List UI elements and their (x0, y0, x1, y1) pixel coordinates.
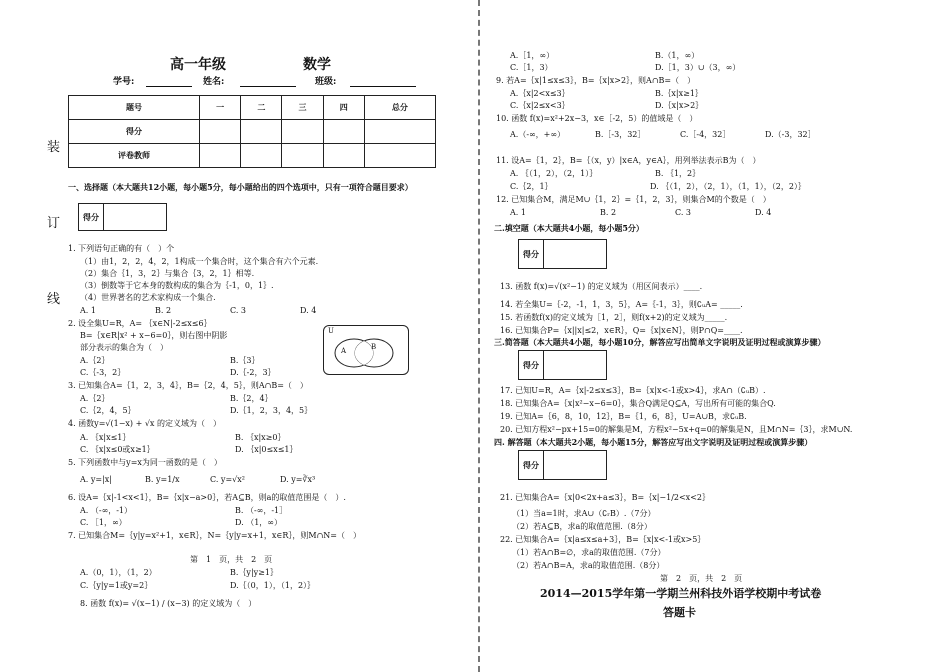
q3-option[interactable]: A.｛2｝ (80, 394, 110, 403)
scorebox-label: 得分 (79, 204, 104, 231)
binding-mark-xian: 线 (47, 292, 61, 307)
question-2: 2. 设全集U=R，A= ｛x∈N|-2≤x≤6｝ (68, 319, 212, 328)
score-header: 二 (241, 96, 282, 120)
question-5: 5. 下列函数中与y=x为同一函数的是（ ） (68, 458, 222, 467)
binding-mark-ding: 订 (47, 216, 61, 231)
q1-option[interactable]: A. 1 (80, 306, 96, 315)
question-12: 12. 已知集合M，满足M∪｛1，2｝=｛1，2，3｝，则集合M的个数是（ ） (496, 195, 771, 204)
question-20: 20. 已知方程x²−px+15=0的解集是M，方程x²−5x+q=0的解集是N，且M∩N=｛3｝，求M∪N. (500, 425, 853, 434)
q4-option[interactable]: D. ｛x|0≤x≤1｝ (235, 445, 298, 454)
q6-option[interactable]: D. （1，∞） (235, 518, 282, 527)
q21-part: （1）当a=1时，求A∪（∁ᵣB）.（7分） (512, 509, 656, 518)
q5-option[interactable]: D. y=∛x³ (280, 475, 316, 484)
exam-title: 2014—2015学年第一学期兰州科技外语学校期中考试卷 (540, 587, 822, 600)
question-17: 17. 已知U=R，A=｛x|-2≤x≤3｝，B=｛x|x<-1或x>4｝，求A∩（∁ᵤB）. (500, 386, 766, 395)
q8-option[interactable]: B.（1，∞） (655, 51, 700, 60)
q5-option[interactable]: A. y=|x| (80, 475, 112, 484)
section-2-title: 二.填空题（本大题共4小题，每小题5分） (494, 223, 644, 233)
student-no-field[interactable] (146, 86, 192, 87)
q5-option[interactable]: C. y=√x² (210, 475, 245, 484)
question-4: 4. 函数y=√(1−x) + √x 的定义域为（ ） (68, 419, 221, 428)
q12-option[interactable]: B. 2 (600, 208, 617, 217)
q7-option[interactable]: B.｛y|y≥1｝ (230, 568, 278, 577)
score-row-label: 得分 (69, 120, 200, 144)
q2-line: 部分表示的集合为（ ） (80, 343, 168, 352)
section-1-title: 一、选择题（本大题共12小题，每小题5分，每小题给出的四个选项中，只有一项符合题目要求） (68, 182, 413, 192)
q9-option[interactable]: B.｛x|x≥1｝ (655, 89, 703, 98)
question-18: 18. 已知集合A=｛x|x²−x−6=0｝，集合Q满足Q⊆A，写出所有可能的集合Q. (500, 399, 776, 408)
q1-statement: （3）倒数等于它本身的数构成的集合为｛-1，0，1｝. (80, 281, 274, 290)
grade-title: 高一年级 (170, 57, 226, 73)
venn-label-a: A (341, 347, 347, 355)
score-cell[interactable] (282, 144, 323, 168)
question-8: 8. 函数 f(x)= √(x−1) / (x−3) 的定义域为（ ） (80, 599, 257, 608)
score-row-label: 评卷教师 (69, 144, 200, 168)
q10-option[interactable]: C.［-4，32］ (680, 130, 731, 139)
section-3-scorebox (518, 350, 607, 380)
q9-option[interactable]: A.｛x|2<x≤3｝ (510, 89, 570, 98)
question-11: 11. 设A=｛1，2｝，B=｛（x，y）|x∈A，y∈A｝，用列举法表示B为（ ） (496, 156, 761, 165)
scorebox-input[interactable] (544, 451, 607, 480)
question-14: 14. 若全集U=｛-2，-1，1，3，5｝，A=｛-1，3｝，则∁ᵤA= _____. (500, 300, 743, 309)
question-9: 9. 若A=｛x|1≤x≤3｝，B=｛x|x>2｝，则A∩B=（ ） (496, 76, 696, 85)
q3-option[interactable]: D.｛1，2，3，4，5｝ (230, 406, 313, 415)
question-19: 19. 已知A=｛6，8，10，12｝，B=｛1，6，8｝，U=A∪B，求∁ᵤB. (500, 412, 747, 421)
subject-title: 数学 (303, 57, 331, 73)
score-cell[interactable] (200, 144, 241, 168)
q2-line: B=｛x∈R|x² + x−6=0｝，则右图中阴影 (80, 331, 228, 340)
question-16: 16. 已知集合P=｛x||x|≤2，x∈R｝，Q=｛x|x∈N｝，则P∩Q=____. (500, 326, 743, 335)
venn-label-u: U (328, 327, 334, 335)
section-2-scorebox (518, 239, 607, 269)
q8-option[interactable]: D.［1，3）∪（3，∞） (655, 63, 741, 72)
page-1-footer: 第 1 页，共 2 页 (190, 555, 273, 564)
page-2-footer: 第 2 页，共 2 页 (660, 574, 743, 583)
page-divider (478, 0, 480, 672)
question-13: 13. 函数 f(x)=√(x²−1) 的定义域为（用区间表示）____. (500, 282, 703, 291)
answer-card-title: 答题卡 (663, 606, 696, 619)
q10-option[interactable]: B.［-3，32］ (595, 130, 646, 139)
venn-svg (324, 326, 408, 374)
question-22: 22. 已知集合A=｛x|a≤x≤a+3｝，B=｛x|x<-1或x>5｝ (500, 535, 706, 544)
q1-option[interactable]: C. 3 (230, 306, 247, 315)
student-no-label: 学号: (113, 77, 135, 87)
q6-option[interactable]: A. （-∞，-1） (80, 506, 133, 515)
q1-statement: （4）世界著名的艺术家构成一个集合. (80, 293, 216, 302)
name-label: 姓名: (203, 77, 225, 87)
q22-part: （2）若A∩B=A，求a的取值范围.（8分） (512, 561, 665, 570)
venn-diagram (323, 325, 409, 375)
q8-option[interactable]: A.［1，∞） (510, 51, 555, 60)
question-3: 3. 已知集合A=｛1，2，3，4｝，B=｛2，4，5｝，则A∩B=（ ） (68, 381, 308, 390)
section-4-title: 四. 解答题（本大题共2小题，每小题15分，解答应写出文字说明及证明过程或演算步骤） (494, 437, 813, 447)
q12-option[interactable]: D. 4 (755, 208, 772, 217)
q1-option[interactable]: D. 4 (300, 306, 317, 315)
q9-option[interactable]: D.｛x|x>2｝ (655, 101, 704, 110)
q11-option[interactable]: D. ｛（1，2），（2，1），（1，1），（2，2）｝ (650, 182, 806, 191)
q12-option[interactable]: A. 1 (510, 208, 526, 217)
q4-option[interactable]: C. ｛x|x≤0或x≥1｝ (80, 445, 155, 454)
q2-option[interactable]: D.｛-2，3｝ (230, 368, 276, 377)
q2-option[interactable]: C.｛-3，2｝ (80, 368, 126, 377)
scorebox-input[interactable] (104, 204, 167, 231)
question-6: 6. 设A=｛x|-1<x<1｝，B=｛x|x−a>0｝，若A⊆B，则a的取值范围是（ ）. (68, 493, 346, 502)
score-cell[interactable] (323, 120, 364, 144)
q6-option[interactable]: C. ［1，∞） (80, 518, 127, 527)
question-7: 7. 已知集合M=｛y|y=x²+1，x∈R｝，N=｛y|y=x+1，x∈R｝，则M∩N=（ ） (68, 531, 361, 540)
score-header: 三 (282, 96, 323, 120)
section-4-scorebox (518, 450, 607, 480)
q1-statement: （1）由1，2，2，4，2，1构成一个集合时，这个集合有六个元素. (80, 257, 319, 266)
q1-option[interactable]: B. 2 (155, 306, 172, 315)
q8-option[interactable]: C.［1，3） (510, 63, 553, 72)
q4-option[interactable]: A. ｛x|x≤1｝ (80, 433, 131, 442)
q10-option[interactable]: A.（-∞，+∞） (510, 130, 566, 139)
q2-option[interactable]: A.｛2｝ (80, 356, 110, 365)
q11-option[interactable]: B. ｛1，2｝ (655, 169, 701, 178)
q3-option[interactable]: C.｛2，4，5｝ (80, 406, 136, 415)
q7-option[interactable]: A.（0，1），（1，2） (80, 568, 157, 577)
q5-option[interactable]: B. y=1/x (145, 475, 180, 484)
score-cell[interactable] (364, 144, 435, 168)
score-cell[interactable] (241, 144, 282, 168)
question-1: 1. 下列语句正确的有（ ）个 (68, 244, 175, 253)
q6-option[interactable]: B. （-∞，-1］ (235, 506, 288, 515)
scorebox-label: 得分 (519, 240, 544, 269)
scorebox-input[interactable] (544, 240, 607, 269)
scorebox-label: 得分 (519, 451, 544, 480)
score-cell[interactable] (323, 144, 364, 168)
score-cell[interactable] (241, 120, 282, 144)
q12-option[interactable]: C. 3 (675, 208, 692, 217)
score-cell[interactable] (282, 120, 323, 144)
name-field[interactable] (240, 86, 296, 87)
question-15: 15. 若函数f(x)的定义域为［1，2］，则f(x+2)的定义域为_____. (500, 313, 728, 322)
q9-option[interactable]: C.｛x|2≤x<3｝ (510, 101, 570, 110)
score-table (68, 95, 436, 168)
q3-option[interactable]: B.｛2，4｝ (230, 394, 273, 403)
section-3-title: 三.简答题（本大题共4小题，每小题10分，解答应写出简单文字说明及证明过程或演算步骤） (494, 337, 826, 347)
question-21: 21. 已知集合A=｛x|0<2x+a≤3｝，B=｛x|−1/2<x<2｝ (500, 493, 710, 502)
q10-option[interactable]: D.（-3，32］ (765, 130, 816, 139)
score-header: 四 (323, 96, 364, 120)
q4-option[interactable]: B. ｛x|x≥0｝ (235, 433, 286, 442)
q22-part: （1）若A∩B=∅，求a的取值范围.（7分） (512, 548, 666, 557)
score-header: 一 (200, 96, 241, 120)
binding-mark-zhuang: 装 (47, 140, 61, 155)
scorebox-label: 得分 (519, 351, 544, 380)
q11-option[interactable]: A. ｛（1，2），（2，1）｝ (510, 169, 598, 178)
question-10: 10. 函数 f(x)=x²+2x−3，x∈［-2，5）的值域是（ ） (496, 114, 698, 123)
class-field[interactable] (350, 86, 416, 87)
q11-option[interactable]: C.｛2，1｝ (510, 182, 553, 191)
q2-option[interactable]: B.｛3｝ (230, 356, 260, 365)
q1-statement: （2）集合｛1，3，2｝与集合｛3，2，1｝相等. (80, 269, 255, 278)
score-header: 总分 (364, 96, 435, 120)
score-header: 题号 (69, 96, 200, 120)
score-cell[interactable] (200, 120, 241, 144)
class-label: 班级: (315, 77, 337, 87)
venn-label-b: B (371, 343, 377, 351)
q21-part: （2）若A⊆B，求a的取值范围.（8分） (512, 522, 652, 531)
score-cell[interactable] (364, 120, 435, 144)
q7-option[interactable]: D.｛（0，1），（1，2）｝ (230, 581, 316, 590)
scorebox-input[interactable] (544, 351, 607, 380)
q7-option[interactable]: C.｛y|y=1或y=2｝ (80, 581, 153, 590)
section-1-scorebox (78, 203, 167, 231)
